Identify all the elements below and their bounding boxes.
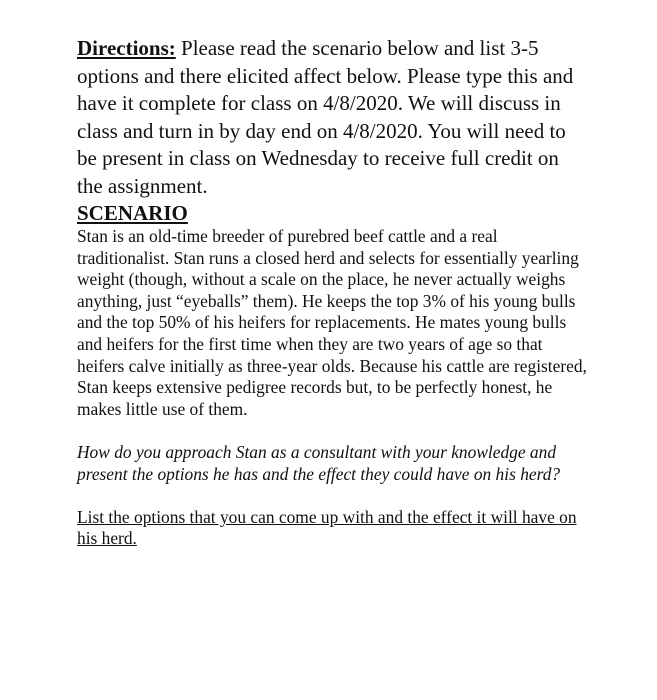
consultant-question: How do you approach Stan as a consultant with your knowledge and present the options he has and the effect they could have on his herd? [77, 441, 561, 484]
directions-label: Directions: [77, 36, 176, 60]
directions-paragraph [77, 35, 587, 200]
assignment-document [77, 35, 587, 550]
scenario-heading: SCENARIO [77, 201, 188, 225]
task-instruction: List the options that you can come up with and the effect it will have on his herd. [77, 506, 577, 549]
directions-text: Please read the scenario below and list 3-5 options and there elicited affect below. Please type this and have it complete for class on 4/8/2020. We will discuss in class and turn in by day end on 4/8/2020. You will need to be present in class on Wednesday to receive full credit on the assignment. [77, 36, 574, 198]
scenario-body: Stan is an old-time breeder of purebred beef cattle and a real traditionalist. Stan runs a closed herd and selects for essentially yearling weight (though, without a scale on the place, he never actually weighs anything, just “eyeballs” them). He keeps the top 3% of his young bulls and the top 50% of his heifers for replacements. He mates young bulls and heifers for the first time when they are two years of age so that heifers calve initially as three-year olds. Because his cattle are registered, Stan keeps extensive pedigree records but, to be perfectly honest, he makes little use of them. [77, 226, 587, 419]
